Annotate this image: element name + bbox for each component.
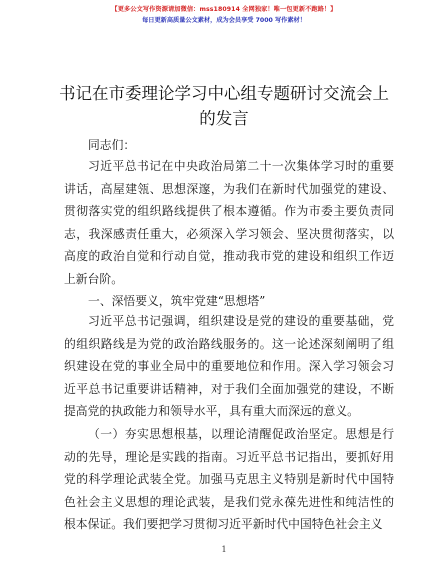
page-number: 1 [221, 545, 227, 554]
section1-paragraph-block [64, 310, 394, 423]
paragraph-section1: 习近平总书记强调，组织建设是党的建设的重要基础，党的组织路线是为党的政治路线服务的。这一论述深刻阐明了组织建设在党的事业全局中的重要地位和作用。深入学习领会习近平总书记重要讲话精神，对于我们全面加强党的建设，不断提高党的执政能力和领导水平，具有重大而深远的意义。 [64, 314, 394, 419]
section-heading-1: 一、深悟要义，筑牢党建“思想塔” [88, 294, 266, 308]
banner-membership-line: 每日更新高质量公文素材，成为会员享受 7000 写作素材！ [142, 17, 306, 24]
title-line-2: 的发言 [199, 109, 249, 128]
subsection-paragraph-block [64, 423, 394, 536]
title-line-1: 书记在市委理论学习中心组专题研讨交流会上 [59, 84, 389, 103]
paragraph-subsection1: （一）夯实思想根基，以理论清醒促政治坚定。思想是行动的先导，理论是实践的指南。习近平总书记指出，要抓好用党的科学理论武装全党。加强马克思主义特别是新时代中国特色社会主义思想的理论武装，是我们党永葆先进性和纯洁性的根本保证。我们要把学习贯彻习近平新时代中国特色社会主义 [64, 427, 394, 532]
banner-promo-line: 【更多公文写作资源请加微信：mss180914 全网独家！唯一包更新不跑路！】 [111, 6, 337, 13]
paragraph-intro: 习近平总书记在中央政治局第二十一次集体学习时的重要讲话，高屋建瓴、思想深邃，为我们在新时代加强党的建设、贯彻落实党的组织路线提供了根本遵循。作为市委主要负责同志，我深感责任重大，必须深入学习领会、坚决贯彻落实，以高度的政治自觉和行动自觉，推动我市党的建设和组织工作迈上新台阶。 [64, 159, 394, 286]
header-banner [0, 5, 448, 25]
intro-paragraph-block [64, 155, 394, 291]
document-title [0, 81, 448, 131]
greeting: 同志们： [88, 138, 136, 152]
